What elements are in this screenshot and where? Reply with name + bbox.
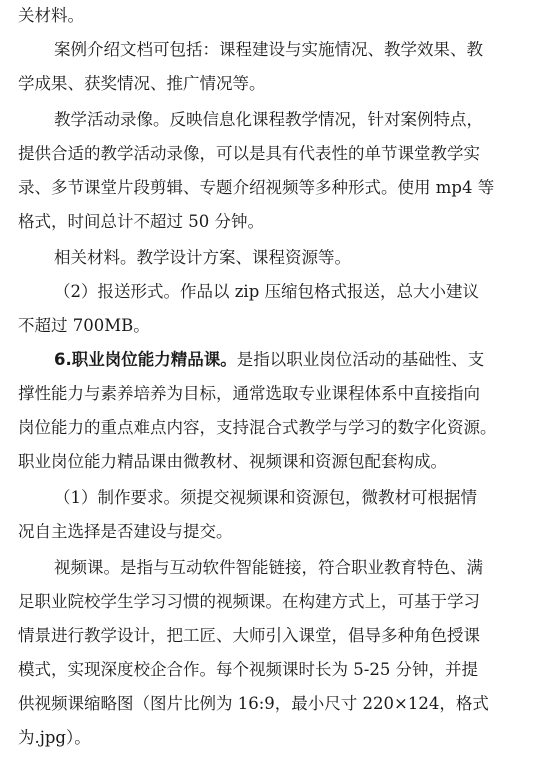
text-line: 教学活动录像。反映信息化课程教学情况，针对案例特点， — [54, 110, 483, 129]
text-line: 录、多节课堂片段剪辑、专题介绍视频等多种形式。使用 mp4 等 — [18, 178, 495, 197]
text-line: 职业岗位能力精品课由微教材、视频课和资源包配套构成。 — [18, 452, 447, 471]
text-line: 岗位能力的重点难点内容，支持混合式教学与学习的数字化资源。 — [18, 418, 497, 437]
text-line: 为.jpg）。 — [18, 728, 91, 747]
text-line: 相关材料。教学设计方案、课程资源等。 — [54, 248, 351, 267]
text-line: 提供合适的教学活动录像，可以是具有代表性的单节课堂教学实 — [18, 144, 480, 163]
text-line: 格式，时间总计不超过 50 分钟。 — [18, 212, 264, 231]
text-line: 视频课。是指与互动软件智能链接，符合职业教育特色、满 — [54, 558, 483, 577]
text-line: 是指以职业岗位活动的基础性、支 — [236, 350, 485, 369]
text-line: 学成果、获奖情况、推广情况等。 — [18, 74, 266, 93]
text-line: 况自主选择是否建设与提交。 — [18, 522, 233, 541]
text-line: 撑性能力与素养培养为目标，通常选取专业课程体系中直接指向 — [18, 384, 480, 403]
text-line: （2）报送形式。作品以 zip 压缩包格式报送，总大小建议 — [54, 282, 480, 301]
text-line: 不超过 700MB。 — [18, 316, 150, 335]
text-line: 案例介绍文档可包括：课程建设与实施情况、教学效果、教 — [54, 40, 483, 59]
text-line: 情景进行教学设计，把工匠、大师引入课堂，倡导多种角色授课 — [18, 626, 480, 645]
text-line: 供视频课缩略图（图片比例为 16:9，最小尺寸 220×124，格式 — [18, 694, 489, 713]
text-line: 足职业院校学生学习习惯的视频课。在构建方式上，可基于学习 — [18, 592, 480, 611]
text-line: （1）制作要求。须提交视频课和资源包，微教材可根据情 — [54, 488, 477, 507]
text-line: 模式，实现深度校企合作。每个视频课时长为 5-25 分钟，并提 — [18, 660, 479, 679]
section-heading-6: 6.职业岗位能力精品课。 — [54, 350, 237, 369]
section-heading-line — [54, 346, 484, 374]
text-line: 关材料。 — [18, 6, 84, 25]
